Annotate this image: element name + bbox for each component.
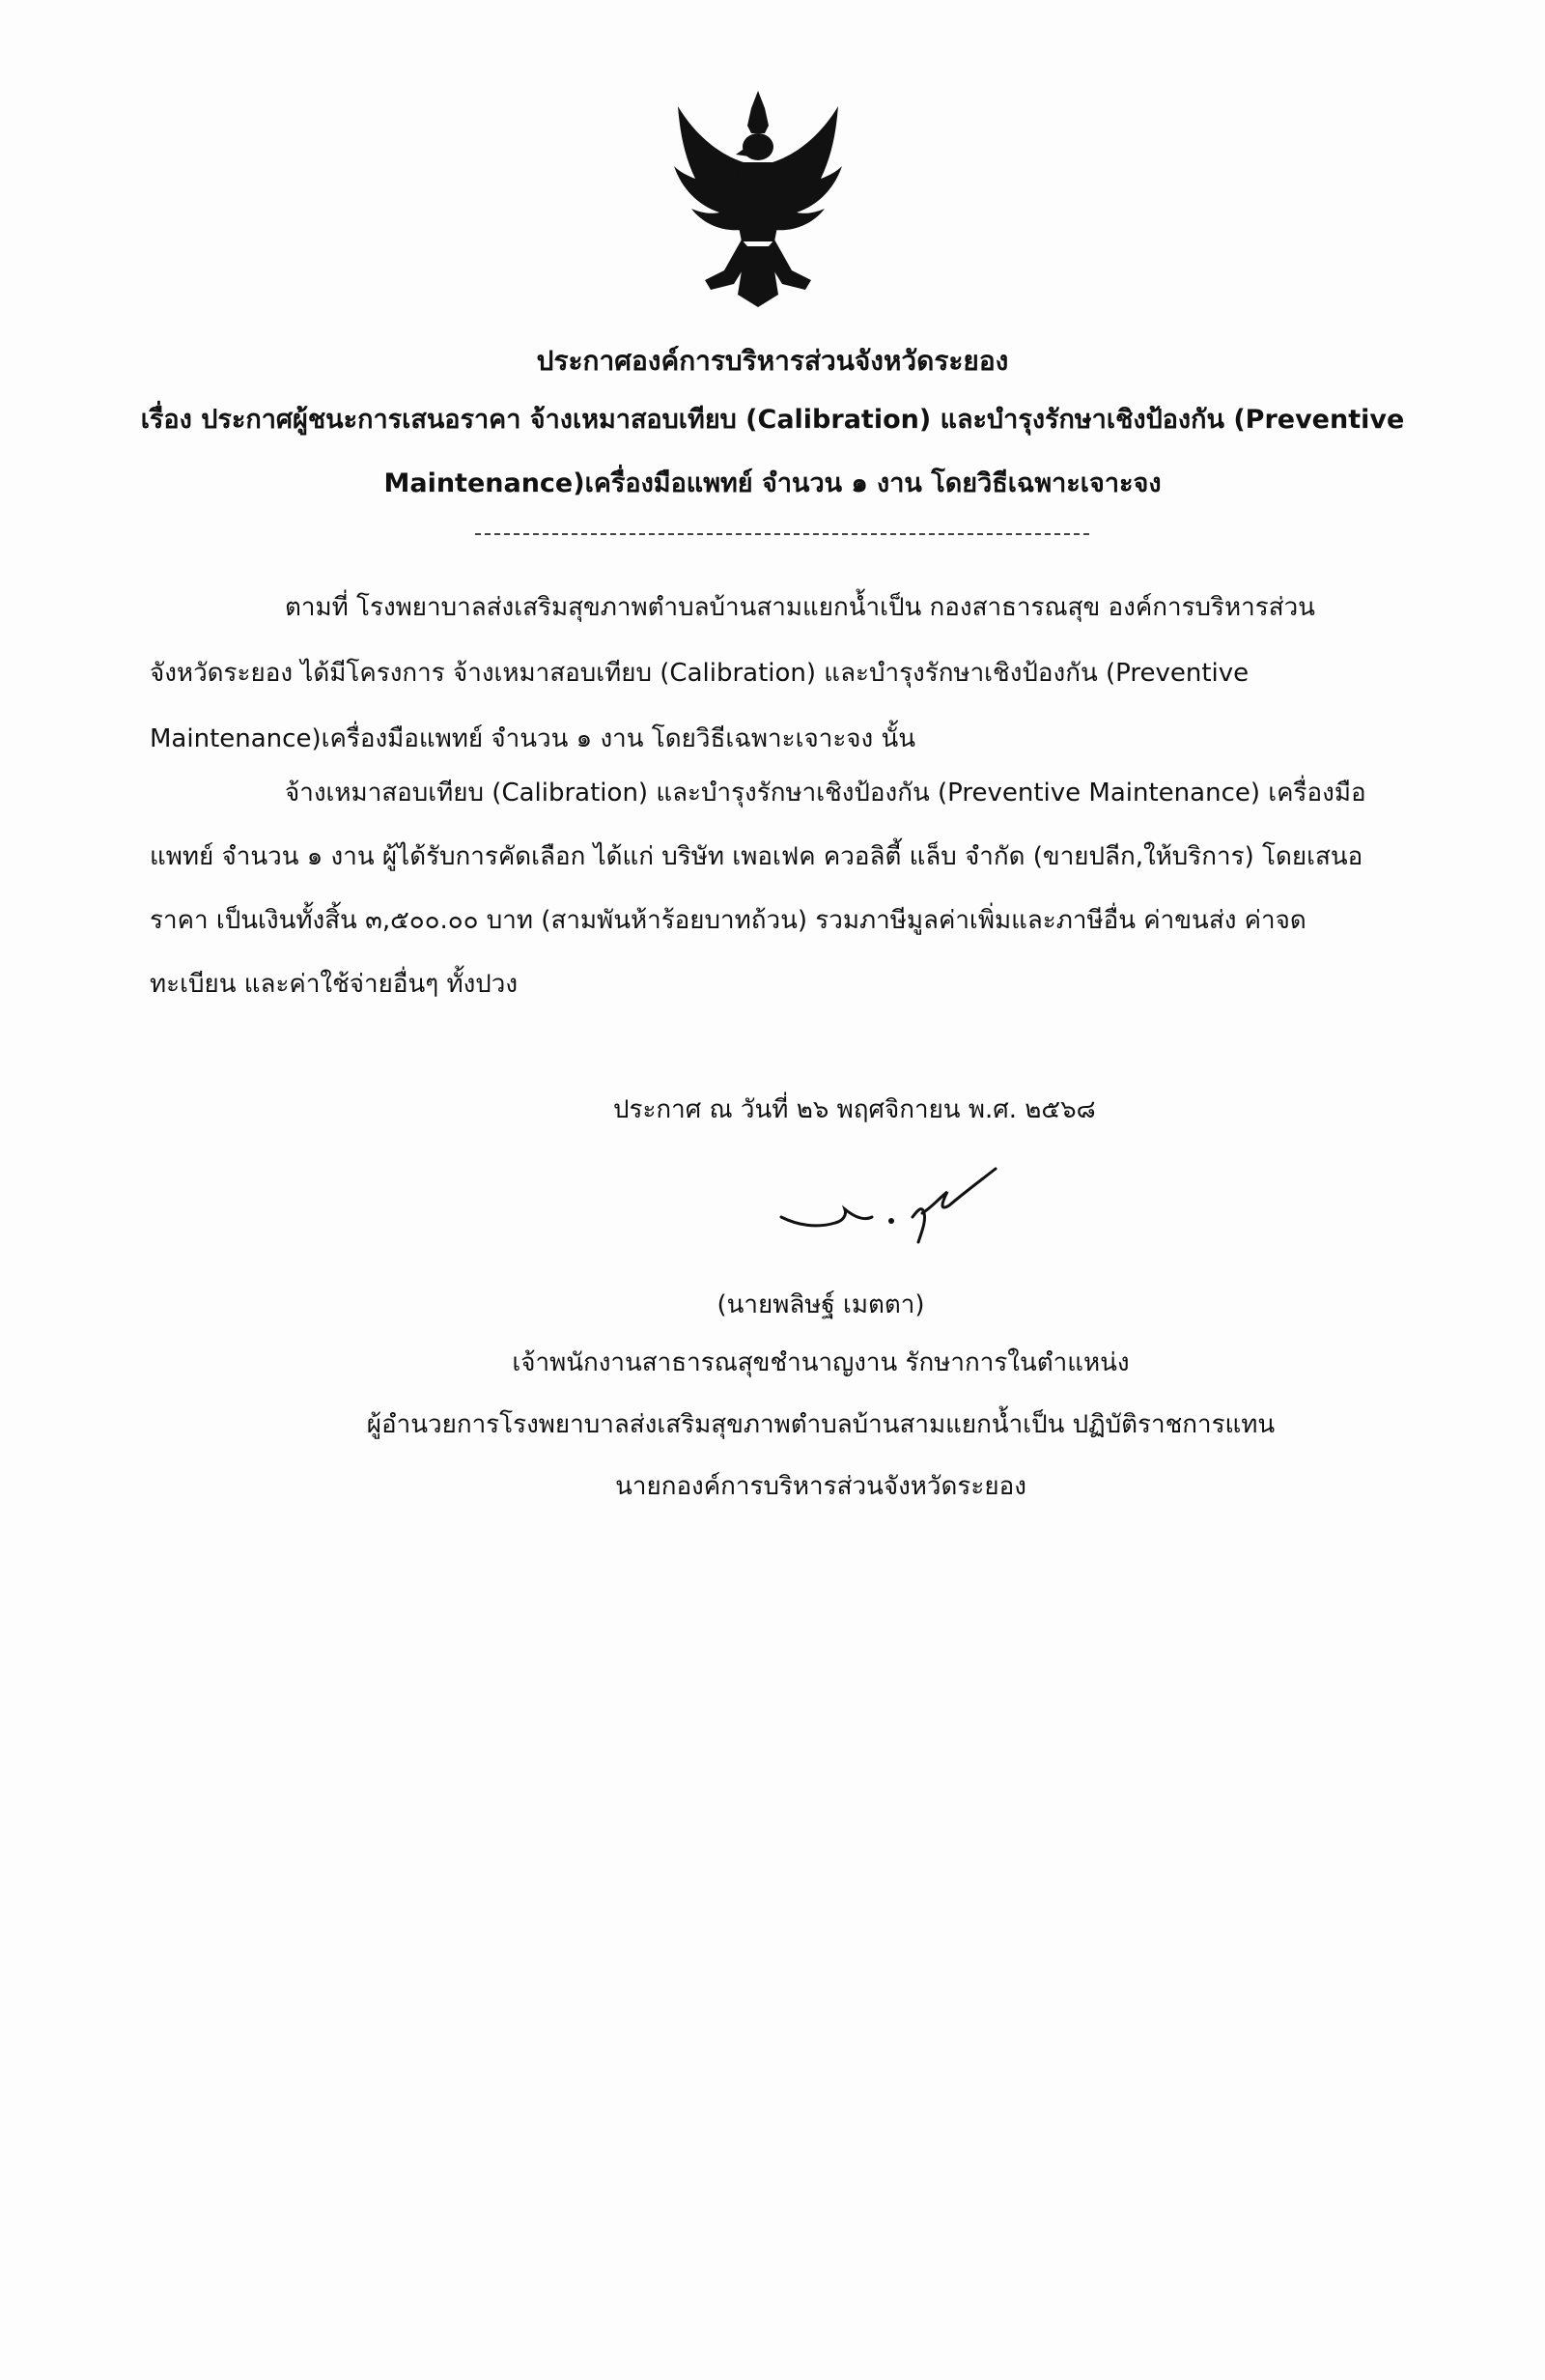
paragraph-2-line-3: ราคา เป็นเงินทั้งสิ้น ๓,๕๐๐.๐๐ บาท (สามพันห้าร้อยบาทถ้วน) รวมภาษีมูลค่าเพิ่มและภาษีอื่น ค่าขนส่ง ค่าจด [150,906,1306,935]
paragraph-2-line-4: ทะเบียน และค่าใช้จ่ายอื่นๆ ทั้งปวง [150,970,519,999]
header-divider [475,533,1089,535]
signer-name: (นายพลิษฐ์ เมตตา) [716,1290,925,1319]
paragraph-1-line-1: ตามที่ โรงพยาบาลส่งเสริมสุขภาพตำบลบ้านสามแยกน้ำเป็น กองสาธารณสุข องค์การบริหารส่วน [285,593,1315,622]
paragraph-1-line-2: จังหวัดระยอง ได้มีโครงการ จ้างเหมาสอบเทียบ (Calibration) และบำรุงรักษาเชิงป้องกัน (Preventive [150,659,1250,688]
signer-position-1: เจ้าพนักงานสาธารณสุขชำนาญงาน รักษาการในตำแหน่ง [512,1348,1130,1377]
agency-title: ประกาศองค์การบริหารส่วนจังหวัดระยอง [536,345,1009,377]
announcement-date: ประกาศ ณ วันที่ ๒๖ พฤศจิกายน พ.ศ. ๒๕๖๘ [613,1095,1096,1124]
paragraph-2-line-1: จ้างเหมาสอบเทียบ (Calibration) และบำรุงรักษาเชิงป้องกัน (Preventive Maintenance) เครื่องมือ [285,779,1366,808]
paragraph-2-line-2: แพทย์ จำนวน ๑ งาน ผู้ได้รับการคัดเลือก ได้แก่ บริษัท เพอเฟค ควอลิตี้ แล็บ จำกัด (ขายปลีก,ให้บริการ) โดยเสนอ [150,842,1363,871]
paragraph-1-line-3: Maintenance)เครื่องมือแพทย์ จำนวน ๑ งาน โดยวิธีเฉพาะเจาะจง นั้น [150,724,916,753]
subject-line-2: Maintenance)เครื่องมือแพทย์ จำนวน ๑ งาน โดยวิธีเฉพาะเจาะจง [383,468,1162,498]
garuda-emblem-icon [666,87,850,309]
signer-position-3: นายกองค์การบริหารส่วนจังหวัดระยอง [615,1472,1026,1501]
subject-line-1: เรื่อง ประกาศผู้ชนะการเสนอราคา จ้างเหมาสอบเทียบ (Calibration) และบำรุงรักษาเชิงป้องกัน (Preventive [140,405,1405,435]
signer-position-2: ผู้อำนวยการโรงพยาบาลส่งเสริมสุขภาพตำบลบ้านสามแยกน้ำเป็น ปฏิบัติราชการแทน [366,1410,1276,1439]
handwritten-signature-icon [777,1149,999,1256]
